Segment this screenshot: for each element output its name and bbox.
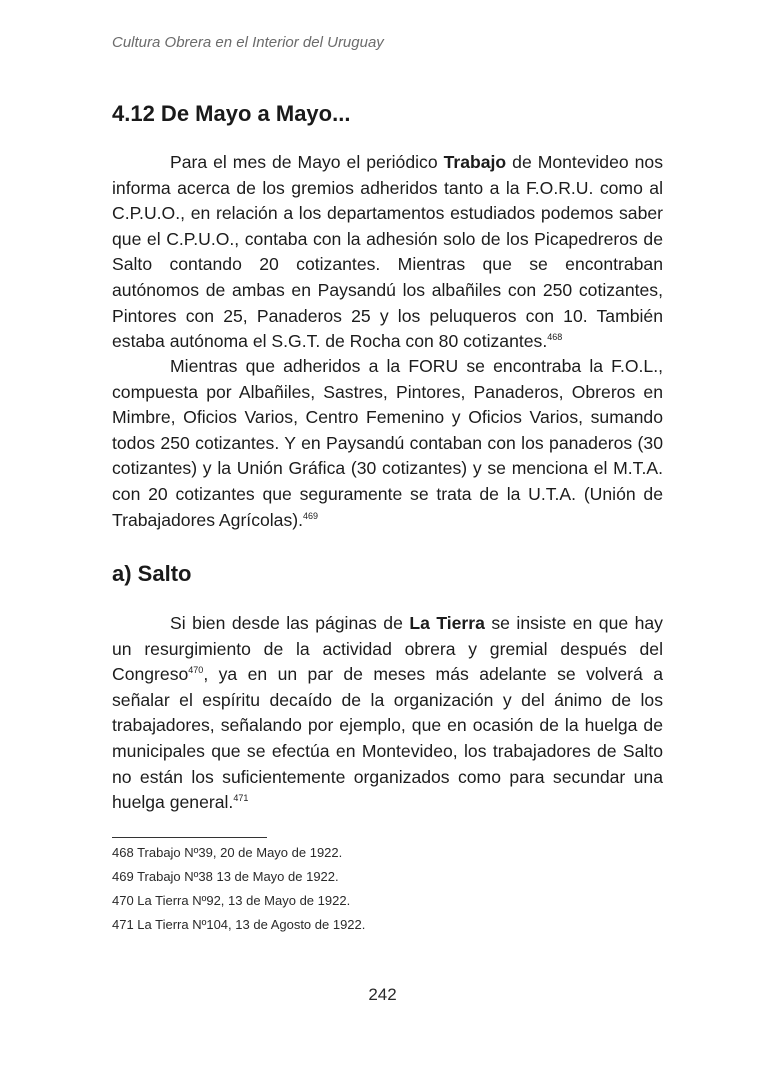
paragraph-gremios-adheridos	[112, 150, 663, 355]
footnote-ref-469[interactable]: 469	[303, 510, 319, 521]
footnote-469: 469 Trabajo Nº38 13 de Mayo de 1922.	[112, 869, 339, 884]
paragraph-text: Mientras que adheridos a la FORU se encontraba la F.O.L., compuesta por Albañiles, Sastres, Pintores, Panaderos, Obreros en Mimbre, Oficios Varios, Centro Femenino y Oficios Varios, sumando todos 250 cotizantes. Y en Paysandú contaban con los panaderos (30 cotizantes) y la Unión Gráfica (30 cotizantes) y se menciona el M.T.A. con 20 cotizantes que seguramente se trata de la U.T.A. (Unión de Trabajadores Agrícolas).	[112, 356, 663, 530]
paragraph-text: de Montevideo nos informa acerca de los gremios adheridos tanto a la F.O.R.U. como al C.P.U.O., en relación a los departamentos estudiados podemos saber que el C.P.U.O., contaba con la adhesión solo de los Picapedreros de Salto contando 20 cotizantes. Mientras que se encontraban autónomos de ambas en Paysandú los albañiles con 250 cotizantes, Pintores con 25, Panaderos 25 y los peluqueros con 10. También estaba autónoma el S.G.T. de Rocha con 80 cotizantes.	[112, 152, 664, 352]
paragraph-text: se insiste en que hay un resurgimiento de la actividad obrera y gremial después del Congreso	[112, 613, 663, 685]
footnote-divider	[112, 837, 267, 838]
paragraph-foru-adheridos	[112, 354, 663, 533]
periodical-name-trabajo: Trabajo	[443, 152, 507, 172]
section-title-salto: a) Salto	[112, 561, 192, 586]
footnotes	[112, 844, 365, 940]
paragraph-salto	[112, 611, 663, 816]
periodical-name-la-tierra: La Tierra	[409, 613, 485, 633]
running-head: Cultura Obrera en el Interior del Uruguay	[112, 34, 384, 51]
footnote-468: 468 Trabajo Nº39, 20 de Mayo de 1922.	[112, 845, 343, 860]
footnote-ref-468[interactable]: 468	[547, 332, 563, 343]
section-title-de-mayo-a-mayo: 4.12 De Mayo a Mayo...	[112, 101, 351, 126]
paragraph-text: Si bien desde las páginas de	[170, 613, 410, 633]
footnote-471: 471 La Tierra Nº104, 13 de Agosto de 1922.	[112, 917, 366, 932]
paragraph-text: Para el mes de Mayo el periódico	[170, 152, 444, 172]
footnote-470: 470 La Tierra Nº92, 13 de Mayo de 1922.	[112, 893, 351, 908]
footnote-ref-470[interactable]: 470	[188, 665, 204, 676]
page-number: 242	[368, 985, 397, 1004]
footnote-ref-471[interactable]: 471	[233, 793, 249, 804]
paragraph-text: , ya en un par de meses más adelante se volverá a señalar el espíritu decaído de la organización y del ánimo de los trabajadores, señalando por ejemplo, que en ocasión de la huelga de municipales que se efectúa en Montevideo, los trabajadores de Salto no están los suficientemente organizados como para secundar una huelga general.	[112, 664, 663, 813]
